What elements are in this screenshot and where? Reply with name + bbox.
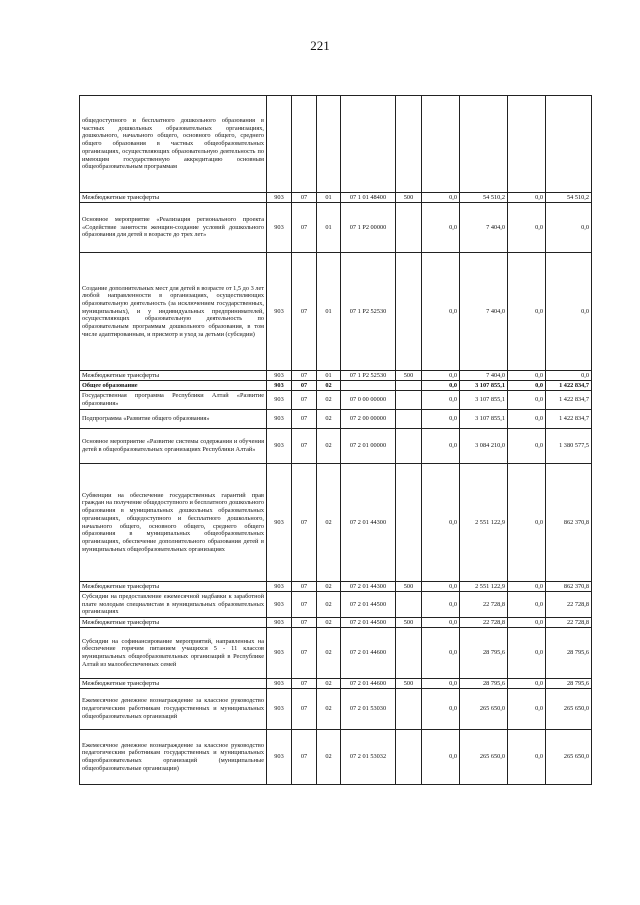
- section-code-cell: 07: [292, 582, 317, 592]
- amount-1-cell: 0,0: [422, 628, 460, 679]
- ved-code-cell: 903: [267, 381, 292, 391]
- section-code-cell: 07: [292, 628, 317, 679]
- amount-2-cell: 7 404,0: [460, 253, 508, 371]
- amount-3-cell: 0,0: [508, 582, 546, 592]
- target-article-cell: 07 2 01 44600: [341, 628, 396, 679]
- amount-2-cell: 2 551 122,9: [460, 582, 508, 592]
- amount-4-cell: 22 728,8: [546, 592, 592, 618]
- row-name-cell: Общее образование: [80, 381, 267, 391]
- ved-code-cell: 903: [267, 592, 292, 618]
- amount-1-cell: 0,0: [422, 381, 460, 391]
- subsection-code-cell: 02: [317, 592, 341, 618]
- amount-1-cell: 0,0: [422, 464, 460, 582]
- amount-1-cell: 0,0: [422, 203, 460, 253]
- expense-type-cell: 500: [396, 371, 422, 381]
- amount-4-cell: 1 422 834,7: [546, 381, 592, 391]
- amount-1-cell: 0,0: [422, 371, 460, 381]
- section-code-cell: 07: [292, 253, 317, 371]
- expense-type-cell: [396, 253, 422, 371]
- subsection-code-cell: 02: [317, 429, 341, 464]
- subsection-code-cell: 02: [317, 381, 341, 391]
- subsection-code-cell: 02: [317, 730, 341, 785]
- amount-1-cell: [422, 96, 460, 193]
- amount-1-cell: 0,0: [422, 582, 460, 592]
- ved-code-cell: 903: [267, 429, 292, 464]
- target-article-cell: 07 2 01 44600: [341, 679, 396, 689]
- table-row: [80, 730, 592, 785]
- table-row: [80, 628, 592, 679]
- amount-4-cell: 28 795,6: [546, 679, 592, 689]
- amount-1-cell: 0,0: [422, 410, 460, 429]
- row-name-cell: Межбюджетные трансферты: [80, 679, 267, 689]
- ved-code-cell: 903: [267, 464, 292, 582]
- ved-code-cell: 903: [267, 203, 292, 253]
- table-row: [80, 96, 592, 193]
- page-number: 221: [310, 38, 330, 53]
- amount-4-cell: 0,0: [546, 371, 592, 381]
- table-row: [80, 582, 592, 592]
- expense-type-cell: [396, 381, 422, 391]
- amount-4-cell: 54 510,2: [546, 193, 592, 203]
- expense-type-cell: [396, 464, 422, 582]
- target-article-cell: 07 1 P2 52530: [341, 253, 396, 371]
- amount-2-cell: 7 404,0: [460, 371, 508, 381]
- amount-4-cell: 1 422 834,7: [546, 391, 592, 410]
- amount-3-cell: 0,0: [508, 618, 546, 628]
- section-code-cell: 07: [292, 464, 317, 582]
- ved-code-cell: 903: [267, 391, 292, 410]
- amount-3-cell: 0,0: [508, 391, 546, 410]
- expense-type-cell: 500: [396, 679, 422, 689]
- ved-code-cell: 903: [267, 730, 292, 785]
- table-row: [80, 253, 592, 371]
- target-article-cell: 07 2 00 00000: [341, 410, 396, 429]
- amount-2-cell: 2 551 122,9: [460, 464, 508, 582]
- amount-3-cell: 0,0: [508, 253, 546, 371]
- table-row: [80, 203, 592, 253]
- expense-type-cell: [396, 689, 422, 730]
- target-article-cell: 07 1 01 48400: [341, 193, 396, 203]
- expense-type-cell: [396, 628, 422, 679]
- amount-2-cell: 7 404,0: [460, 203, 508, 253]
- amount-2-cell: [460, 96, 508, 193]
- amount-1-cell: 0,0: [422, 689, 460, 730]
- amount-3-cell: 0,0: [508, 592, 546, 618]
- section-code-cell: 07: [292, 391, 317, 410]
- section-code-cell: 07: [292, 679, 317, 689]
- subsection-code-cell: 02: [317, 391, 341, 410]
- row-name-cell: Субвенции на обеспечение государственных гарантий прав граждан на получение общедоступного и бесплатного дошкольного образования в муниципальных дошкольных образовательных организациях, общедоступного и бесплатного дошкольного, начального общего, основного общего, среднего общего образования в муниципальных общеобразовательных организациях, обеспечение дополнительного образования детей в муниципальных общеобразовательных организациях: [80, 464, 267, 582]
- table-row: [80, 592, 592, 618]
- subsection-code-cell: 02: [317, 618, 341, 628]
- amount-3-cell: 0,0: [508, 689, 546, 730]
- section-code-cell: 07: [292, 410, 317, 429]
- subsection-code-cell: 01: [317, 193, 341, 203]
- amount-3-cell: 0,0: [508, 371, 546, 381]
- table-row: [80, 618, 592, 628]
- target-article-cell: 07 2 01 44500: [341, 618, 396, 628]
- section-code-cell: 07: [292, 730, 317, 785]
- subsection-code-cell: 02: [317, 679, 341, 689]
- subsection-code-cell: 02: [317, 464, 341, 582]
- expense-type-cell: [396, 203, 422, 253]
- expense-type-cell: [396, 592, 422, 618]
- amount-3-cell: 0,0: [508, 464, 546, 582]
- section-code-cell: [292, 96, 317, 193]
- target-article-cell: 07 2 01 53032: [341, 730, 396, 785]
- amount-2-cell: 22 728,8: [460, 618, 508, 628]
- ved-code-cell: 903: [267, 371, 292, 381]
- amount-4-cell: 265 650,0: [546, 730, 592, 785]
- amount-3-cell: 0,0: [508, 429, 546, 464]
- row-name-cell: Межбюджетные трансферты: [80, 193, 267, 203]
- subsection-code-cell: 01: [317, 253, 341, 371]
- amount-4-cell: 0,0: [546, 203, 592, 253]
- expense-type-cell: 500: [396, 618, 422, 628]
- section-code-cell: 07: [292, 689, 317, 730]
- amount-1-cell: 0,0: [422, 730, 460, 785]
- amount-3-cell: 0,0: [508, 730, 546, 785]
- subsection-code-cell: 02: [317, 582, 341, 592]
- amount-3-cell: 0,0: [508, 193, 546, 203]
- target-article-cell: 07 1 P2 52530: [341, 371, 396, 381]
- amount-2-cell: 54 510,2: [460, 193, 508, 203]
- amount-1-cell: 0,0: [422, 253, 460, 371]
- ved-code-cell: 903: [267, 628, 292, 679]
- amount-2-cell: 265 650,0: [460, 730, 508, 785]
- amount-2-cell: 22 728,8: [460, 592, 508, 618]
- amount-1-cell: 0,0: [422, 679, 460, 689]
- subsection-code-cell: [317, 96, 341, 193]
- section-code-cell: 07: [292, 429, 317, 464]
- budget-table: [79, 95, 592, 785]
- section-code-cell: 07: [292, 193, 317, 203]
- amount-4-cell: 0,0: [546, 253, 592, 371]
- amount-1-cell: 0,0: [422, 391, 460, 410]
- subsection-code-cell: 02: [317, 689, 341, 730]
- target-article-cell: 07 1 P2 00000: [341, 203, 396, 253]
- table-row: [80, 381, 592, 391]
- amount-3-cell: 0,0: [508, 628, 546, 679]
- row-name-cell: Основное мероприятие «Развитие системы содержания и обучения детей в общеобразовательных организациях Республики Алтай»: [80, 429, 267, 464]
- ved-code-cell: 903: [267, 193, 292, 203]
- amount-3-cell: 0,0: [508, 381, 546, 391]
- ved-code-cell: 903: [267, 689, 292, 730]
- table-row: [80, 689, 592, 730]
- table-row: [80, 464, 592, 582]
- section-code-cell: 07: [292, 592, 317, 618]
- section-code-cell: 07: [292, 618, 317, 628]
- amount-2-cell: 3 107 855,1: [460, 391, 508, 410]
- target-article-cell: 07 2 01 44500: [341, 592, 396, 618]
- amount-4-cell: 862 370,8: [546, 582, 592, 592]
- amount-2-cell: 3 084 210,0: [460, 429, 508, 464]
- expense-type-cell: [396, 429, 422, 464]
- table-row: [80, 429, 592, 464]
- amount-2-cell: 3 107 855,1: [460, 381, 508, 391]
- amount-4-cell: 28 795,6: [546, 628, 592, 679]
- amount-3-cell: 0,0: [508, 203, 546, 253]
- expense-type-cell: [396, 730, 422, 785]
- amount-3-cell: [508, 96, 546, 193]
- amount-2-cell: 28 795,6: [460, 679, 508, 689]
- ved-code-cell: 903: [267, 253, 292, 371]
- target-article-cell: [341, 96, 396, 193]
- row-name-cell: Государственная программа Республики Алтай «Развитие образования»: [80, 391, 267, 410]
- amount-4-cell: 1 380 577,5: [546, 429, 592, 464]
- amount-1-cell: 0,0: [422, 618, 460, 628]
- table-row: [80, 371, 592, 381]
- row-name-cell: Подпрограмма «Развитие общего образования»: [80, 410, 267, 429]
- section-code-cell: 07: [292, 371, 317, 381]
- row-name-cell: Межбюджетные трансферты: [80, 371, 267, 381]
- row-name-cell: Субсидии на софинансирование мероприятий, направленных на обеспечение горячим питанием учащихся 5 - 11 классов муниципальных общеобразовательных организаций в Республике Алтай из малообеспеченных семей: [80, 628, 267, 679]
- amount-4-cell: 1 422 834,7: [546, 410, 592, 429]
- expense-type-cell: [396, 410, 422, 429]
- table-body: [80, 96, 592, 785]
- amount-4-cell: 22 728,8: [546, 618, 592, 628]
- row-name-cell: Основное мероприятие «Реализация регионального проекта «Содействие занятости женщин-создание условий дошкольного образования для детей в возрасте до трех лет»: [80, 203, 267, 253]
- amount-3-cell: 0,0: [508, 410, 546, 429]
- expense-type-cell: [396, 391, 422, 410]
- row-name-cell: Создание дополнительных мест для детей в возрасте от 1,5 до 3 лет любой направленности в организациях, осуществляющих образовательную деятельность (за исключением государственных, муниципальных), и у индивидуальных предпринимателей, осуществляющих образовательную деятельность по образовательным программам дошкольного образования, в том числе адаптированным, и присмотр и уход за детьми (субсидии): [80, 253, 267, 371]
- row-name-cell: общедоступного и бесплатного дошкольного образования в частных дошкольных образовательных организациях, дошкольного, начального общего, основного общего, среднего общего образования в частных общеобразовательных организациях, осуществляющих образовательную деятельность по имеющим государственную аккредитацию основным общеобразовательным программам: [80, 96, 267, 193]
- row-name-cell: Ежемесячное денежное вознаграждение за классное руководство педагогическим работникам государственных и муниципальных общеобразовательных организаций: [80, 689, 267, 730]
- amount-2-cell: 3 107 855,1: [460, 410, 508, 429]
- subsection-code-cell: 02: [317, 628, 341, 679]
- row-name-cell: Межбюджетные трансферты: [80, 618, 267, 628]
- target-article-cell: 07 2 01 53030: [341, 689, 396, 730]
- target-article-cell: [341, 381, 396, 391]
- subsection-code-cell: 01: [317, 371, 341, 381]
- table-row: [80, 679, 592, 689]
- amount-4-cell: 862 370,8: [546, 464, 592, 582]
- amount-4-cell: 265 650,0: [546, 689, 592, 730]
- row-name-cell: Межбюджетные трансферты: [80, 582, 267, 592]
- amount-1-cell: 0,0: [422, 429, 460, 464]
- target-article-cell: 07 0 00 00000: [341, 391, 396, 410]
- table-row: [80, 193, 592, 203]
- amount-1-cell: 0,0: [422, 592, 460, 618]
- target-article-cell: 07 2 01 44300: [341, 464, 396, 582]
- expense-type-cell: 500: [396, 193, 422, 203]
- section-code-cell: 07: [292, 203, 317, 253]
- amount-3-cell: 0,0: [508, 679, 546, 689]
- subsection-code-cell: 02: [317, 410, 341, 429]
- ved-code-cell: 903: [267, 582, 292, 592]
- expense-type-cell: 500: [396, 582, 422, 592]
- amount-2-cell: 28 795,6: [460, 628, 508, 679]
- amount-2-cell: 265 650,0: [460, 689, 508, 730]
- table-row: [80, 410, 592, 429]
- ved-code-cell: 903: [267, 410, 292, 429]
- ved-code-cell: 903: [267, 618, 292, 628]
- subsection-code-cell: 01: [317, 203, 341, 253]
- amount-1-cell: 0,0: [422, 193, 460, 203]
- expense-type-cell: [396, 96, 422, 193]
- ved-code-cell: [267, 96, 292, 193]
- amount-4-cell: [546, 96, 592, 193]
- table-row: [80, 391, 592, 410]
- target-article-cell: 07 2 01 44300: [341, 582, 396, 592]
- target-article-cell: 07 2 01 00000: [341, 429, 396, 464]
- row-name-cell: Субсидии на предоставление ежемесячной надбавки к заработной плате молодым специалистам в муниципальных образовательных организациях: [80, 592, 267, 618]
- row-name-cell: Ежемесячное денежное вознаграждение за классное руководство педагогическим работникам государственных и муниципальных общеобразовательных организаций (муниципальные общеобразовательные организации): [80, 730, 267, 785]
- section-code-cell: 07: [292, 381, 317, 391]
- ved-code-cell: 903: [267, 679, 292, 689]
